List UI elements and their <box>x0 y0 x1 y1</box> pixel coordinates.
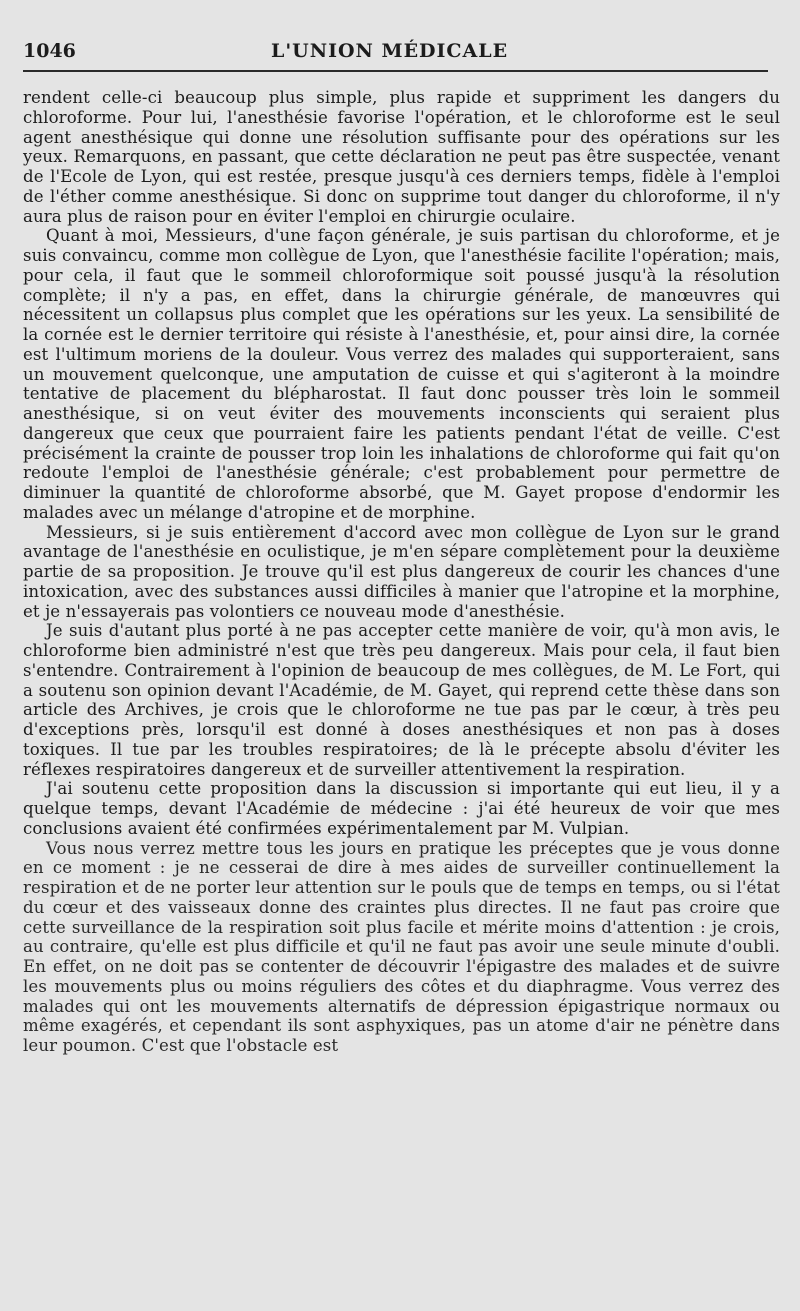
body-text <box>23 88 780 1056</box>
paragraph-6: Vous nous verrez mettre tous les jours en pratique les préceptes que je vous donne en ce moment : je ne cesserai de dire à mes aides de surveiller continuellement la respiration et de ne porter leur attention sur le pouls que de temps en temps, ou si l'état du cœur et des vaisseaux donne des craintes plus directes. Il ne faut pas croire que cette surveillance de la respiration soit plus facile et mérite moins d'attention : je crois, au contraire, qu'elle est plus difficile et qu'il ne faut pas avoir une seule minute d'oubli. En effet, on ne doit pas se contenter de découvrir l'épigastre des malades et de suivre les mouvements plus ou moins réguliers des côtes et du diaphragme. Vous verrez des malades qui ont les mouvements alternatifs de dépression épigastrique normaux ou même exagérés, et cependant ils sont asphyxiques, pas un atome d'air ne pénètre dans leur poumon. C'est que l'obstacle est <box>23 838 780 1055</box>
journal-title: L'UNION MÉDICALE <box>271 40 509 62</box>
paragraph-4: Je suis d'autant plus porté à ne pas accepter cette manière de voir, qu'à mon avis, le chloroforme bien administré n'est que très peu dangereux. Mais pour cela, il faut bien s'entendre. Contrairement à l'opinion de beaucoup de mes collègues, de M. Le Fort, qui a soutenu son opinion devant l'Académie, de M. Gayet, qui reprend cette thèse dans son article des Archives, je crois que le chloroforme ne tue pas par le cœur, à très peu d'exceptions près, lorsqu'il est donné à doses anesthésiques et non pas à doses toxiques. Il tue par les troubles respiratoires; de là le précepte absolu d'éviter les réflexes respiratoires dangereux et de surveiller attentivement la respiration. <box>23 621 780 779</box>
page-header <box>23 30 768 72</box>
page-number: 1046 <box>23 40 76 62</box>
paragraph-2: Quant à moi, Messieurs, d'une façon générale, je suis partisan du chloroforme, et je suis convaincu, comme mon collègue de Lyon, que l'anesthésie facilite l'opération; mais, pour cela, il faut que le sommeil chloroformique soit poussé jusqu'à la résolution complète; il n'y a pas, en effet, dans la chirurgie générale, de manœuvres qui nécessitent un collapsus plus complet que les opérations sur les yeux. La sensibilité de la cornée est le dernier territoire qui résiste à l'anesthésie, et, pour ainsi dire, la cornée est l'ultimum moriens de la douleur. Vous verrez des malades qui supporteraient, sans un mouvement quelconque, une amputation de cuisse et qui s'agiteront à la moindre tentative de placement du blépharostat. Il faut donc pousser très loin le sommeil anesthésique, si on veut éviter des mouvements inconscients qui seraient plus dangereux que ceux que pourraient faire les patients pendant l'état de veille. C'est précisément la crainte de pousser trop loin les inhalations de chloroforme qui fait qu'on redoute l'emploi de l'anesthésie générale; c'est probablement pour permettre de diminuer la quantité de chloroforme absorbé, que M. Gayet propose d'endormir les malades avec un mélange d'atropine et de morphine. <box>23 226 780 522</box>
paragraph-3: Messieurs, si je suis entièrement d'accord avec mon collègue de Lyon sur le grand avantage de l'anesthésie en oculistique, je m'en sépare complètement pour la deuxième partie de sa proposition. Je trouve qu'il est plus dangereux de courir les chances d'une intoxication, avec des substances aussi difficiles à manier que l'atropine et la morphine, et je n'essayerais pas volontiers ce nouveau mode d'anesthésie. <box>23 522 780 621</box>
paragraph-5: J'ai soutenu cette proposition dans la discussion si importante qui eut lieu, il y a quelque temps, devant l'Académie de médecine : j'ai été heureux de voir que mes conclusions avaient été confirmées expérimentalement par M. Vulpian. <box>23 779 780 838</box>
paragraph-1: rendent celle-ci beaucoup plus simple, plus rapide et suppriment les dangers du chloroforme. Pour lui, l'anesthésie favorise l'opération, et le chloroforme est le seul agent anesthésique qui donne une résolution suffisante pour des opérations sur les yeux. Remarquons, en passant, que cette déclaration ne peut pas être suspectée, venant de l'Ecole de Lyon, qui est restée, presque jusqu'à ces derniers temps, fidèle à l'emploi de l'éther comme anesthésique. Si donc on supprime tout danger du chloroforme, il n'y aura plus de raison pour en éviter l'emploi en chirurgie oculaire. <box>23 88 780 226</box>
